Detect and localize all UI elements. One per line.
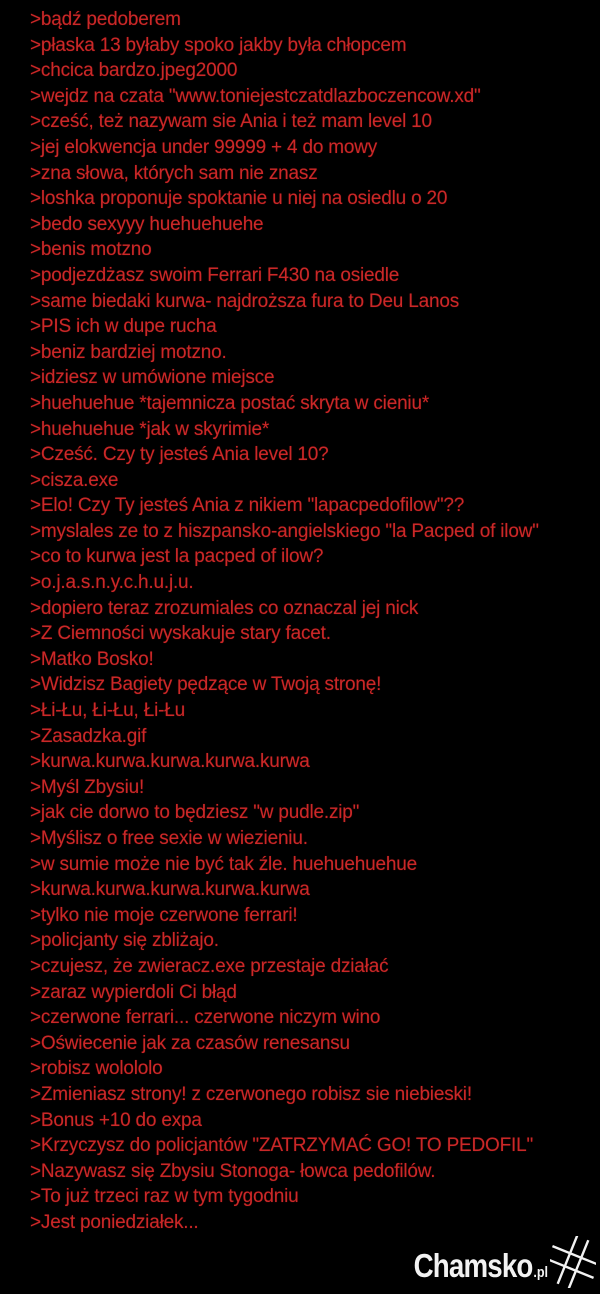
brand-name: Chamsko (413, 1247, 533, 1284)
greentext-line: >Widzisz Bagiety pędzące w Twoją stronę! (30, 674, 382, 696)
greentext-line: >benis motzno (30, 239, 152, 261)
greentext-line: >cisza.exe (30, 469, 119, 491)
greentext-line: >Elo! Czy Ty jesteś Ania z nikiem "lapacpedofilow"?? (30, 495, 465, 517)
greentext-line: >co to kurwa jest la pacped of ilow? (30, 546, 324, 568)
greentext-line: >loshka proponuje spoktanie u niej na osiedlu o 20 (30, 188, 448, 210)
greentext-line: >Zmieniasz strony! z czerwonego robisz sie niebieski! (30, 1083, 472, 1105)
greentext-line: >Z Ciemności wyskakuje stary facet. (30, 623, 331, 645)
greentext-line: >kurwa.kurwa.kurwa.kurwa.kurwa (30, 879, 310, 901)
greentext-line: >huehuehue *jak w skyrimie* (30, 418, 270, 440)
greentext-line: >To już trzeci raz w tym tygodniu (30, 1186, 299, 1208)
site-watermark (388, 1236, 596, 1288)
greentext-line: >beniz bardziej motzno. (30, 341, 227, 363)
greentext-line: >kurwa.kurwa.kurwa.kurwa.kurwa (30, 751, 310, 773)
greentext-line: >o.j.a.s.n.y.c.h.u.j.u. (30, 572, 194, 594)
greentext-line: >bedo sexyyy huehuehuehe (30, 213, 264, 235)
greentext-line: >czerwone ferrari... czerwone niczym wino (30, 1007, 381, 1029)
greentext-line: >myslales ze to z hiszpansko-angielskiego "la Pacped of ilow" (30, 520, 539, 542)
greentext-line: >cześć, też nazywam sie Ania i też mam level 10 (30, 111, 432, 133)
greentext-line: >policjanty się zbliżajo. (30, 930, 219, 952)
greentext-line: >Myślisz o free sexie w wiezieniu. (30, 828, 308, 849)
greentext-line: >Matko Bosko! (30, 648, 154, 670)
greentext-line: >same biedaki kurwa- najdroższa fura to Deu Lanos (30, 290, 460, 312)
greentext-line: >Zasadzka.gif (30, 725, 147, 747)
greentext-line: >Myśl Zbysiu! (30, 776, 145, 798)
greentext-line: >chcica bardzo.jpeg2000 (30, 60, 238, 82)
greentext-line: >Oświecenie jak za czasów renesansu (30, 1032, 350, 1054)
greentext-line: >dopiero teraz zrozumiales co oznaczal jej nick (30, 597, 419, 619)
greentext-line: >Cześć. Czy ty jesteś Ania level 10? (30, 444, 329, 466)
greentext-line: >zaraz wypierdoli Ci błąd (30, 981, 237, 1003)
greentext-line: >podjezdżasz swoim Ferrari F430 na osiedle (30, 264, 400, 286)
greentext-line: >robisz wolololo (30, 1058, 163, 1080)
greentext-line: >jej elokwencja under 99999 + 4 do mowy (30, 136, 378, 158)
greentext-line: >wejdz na czata "www.toniejestczatdlazboczencow.xd" (30, 85, 481, 107)
greentext-line: >tylko nie moje czerwone ferrari! (30, 904, 298, 926)
greentext-line: >Jest poniedziałek... (30, 1211, 199, 1233)
greentext-line: >bądź pedoberem (30, 9, 181, 30)
greentext-line: >w sumie może nie być tak źle. huehuehuehue (30, 853, 417, 875)
greentext-line: >płaska 13 byłaby spoko jakby była chłopcem (30, 34, 407, 56)
brand-domain-suffix: .pl (533, 1264, 548, 1281)
hash-icon (550, 1236, 596, 1288)
greentext-line: >huehuehue *tajemnicza postać skryta w cieniu* (30, 392, 430, 414)
greentext-line: >zna słowa, których sam nie znasz (30, 162, 318, 184)
greentext-line: >idziesz w umówione miejsce (30, 367, 275, 389)
greentext-line: >Krzyczysz do policjantów "ZATRZYMAĆ GO! TO PEDOFIL" (30, 1135, 534, 1157)
greentext-line: >czujesz, że zwieracz.exe przestaje działać (30, 955, 389, 977)
greentext-line: >Nazywasz się Zbysiu Stonoga- łowca pedofilów. (30, 1160, 436, 1182)
greentext-line: >Łi-Łu, Łi-Łu, Łi-Łu (30, 700, 185, 722)
greentext-line: >PIS ich w dupe rucha (30, 316, 217, 338)
greentext-line: >Bonus +10 do expa (30, 1109, 202, 1131)
greentext-lines (30, 7, 594, 1236)
greentext-line: >jak cie dorwo to będziesz "w pudle.zip" (30, 802, 360, 824)
brand-logo (414, 1249, 548, 1282)
